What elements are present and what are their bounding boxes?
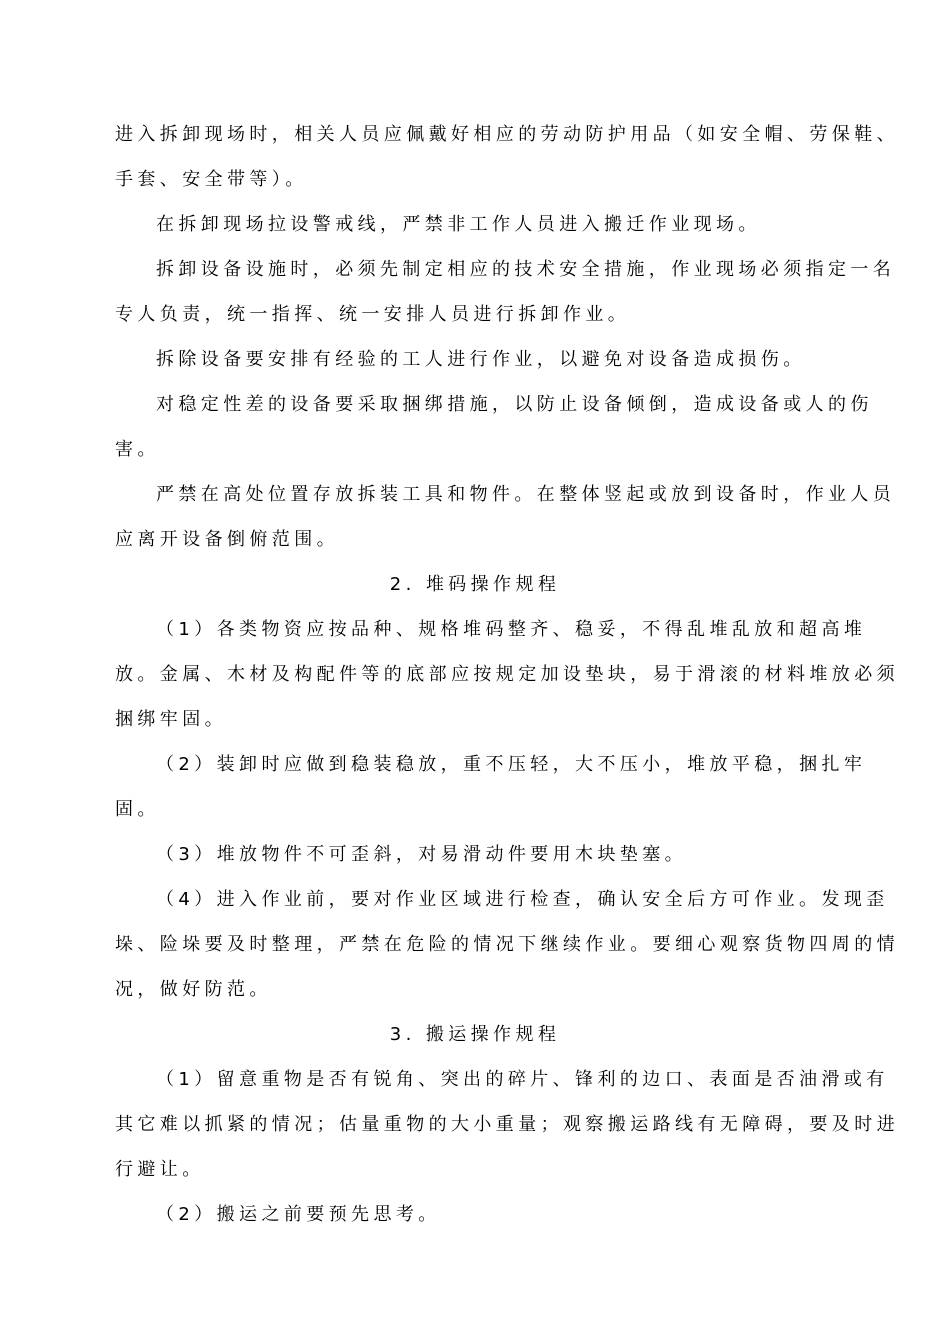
paragraph-line: 在拆卸现场拉设警戒线，严禁非工作人员进入搬迁作业现场。 bbox=[156, 214, 761, 235]
paragraph-line: 拆除设备要安排有经验的工人进行作业，以避免对设备造成损伤。 bbox=[156, 349, 806, 370]
paragraph-line: 专人负责，统一指挥、统一安排人员进行拆卸作业。 bbox=[115, 304, 631, 325]
paragraph-line: 行避让。 bbox=[115, 1159, 205, 1180]
paragraph-line: 垛、险垛要及时整理，严禁在危险的情况下继续作业。要细心观察货物四周的情 bbox=[115, 934, 899, 955]
paragraph-line: 应离开设备倒俯范围。 bbox=[115, 529, 339, 550]
paragraph-line: 手套、安全带等）。 bbox=[115, 169, 308, 190]
paragraph-line: 放。金属、木材及构配件等的底部应按规定加设垫块，易于滑滚的材料堆放必须 bbox=[115, 664, 899, 685]
paragraph-line: 捆绑牢固。 bbox=[115, 709, 227, 730]
paragraph-line: 拆卸设备设施时，必须先制定相应的技术安全措施，作业现场必须指定一名 bbox=[156, 259, 896, 280]
paragraph-line: （1）各类物资应按品种、规格堆码整齐、稳妥，不得乱堆乱放和超高堆 bbox=[156, 619, 867, 640]
paragraph-line: 进入拆卸现场时，相关人员应佩戴好相应的劳动防护用品（如安全帽、劳保鞋、 bbox=[115, 124, 899, 145]
paragraph-line: 害。 bbox=[115, 439, 160, 460]
paragraph-line: 其它难以抓紧的情况；估量重物的大小重量；观察搬运路线有无障碍，要及时进 bbox=[115, 1114, 899, 1135]
section-heading: 3. 搬运操作规程 bbox=[389, 1024, 561, 1045]
paragraph-line: 况，做好防范。 bbox=[115, 979, 272, 1000]
paragraph-line: （1）留意重物是否有锐角、突出的碎片、锋利的边口、表面是否油滑或有 bbox=[156, 1069, 889, 1090]
paragraph-line: 固。 bbox=[115, 799, 160, 820]
paragraph-line: 对稳定性差的设备要采取捆绑措施，以防止设备倾倒，造成设备或人的伤 bbox=[156, 394, 873, 415]
paragraph-line: 严禁在高处位置存放拆装工具和物件。在整体竖起或放到设备时，作业人员 bbox=[156, 484, 896, 505]
paragraph-line: （2）装卸时应做到稳装稳放，重不压轻，大不压小，堆放平稳，捆扎牢 bbox=[156, 754, 867, 775]
paragraph-line: （3）堆放物件不可歪斜，对易滑动件要用木块垫塞。 bbox=[156, 844, 688, 865]
paragraph-line: （2）搬运之前要预先思考。 bbox=[156, 1204, 441, 1225]
section-heading: 2. 堆码操作规程 bbox=[389, 574, 561, 595]
paragraph-line: （4）进入作业前，要对作业区域进行检查，确认安全后方可作业。发现歪 bbox=[156, 889, 889, 910]
